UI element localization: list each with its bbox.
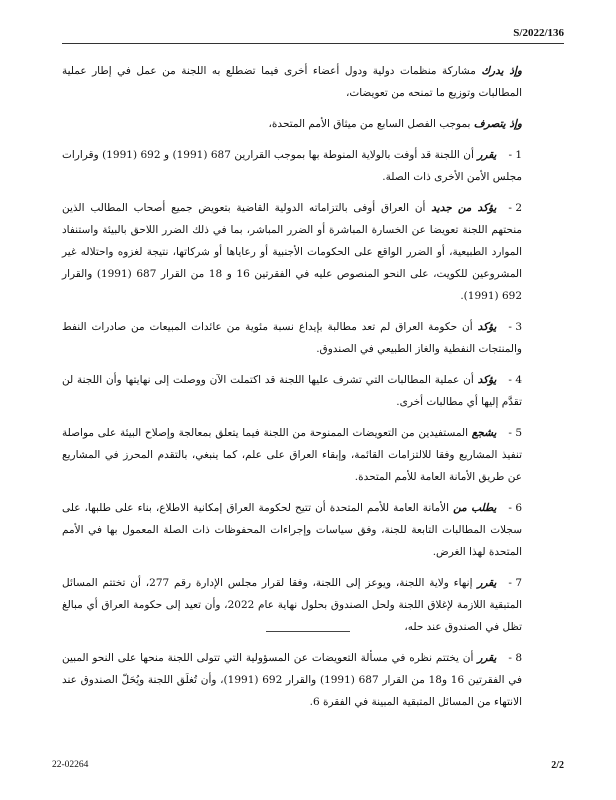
header-rule xyxy=(62,43,564,44)
paragraph-number: 3 - xyxy=(508,321,522,333)
paragraph-text: إنهاء ولاية اللجنة، ويوعز إلى اللجنة، وفقا لقرار مجلس الإدارة رقم 277، أن تختتم المسائل المتبقية اللازمة لإغلاق اللجنة ولحل الصندوق بحلول نهاية عام 2022، وأن تعيد إلى حكومة العراق أي مبالغ تظل في الصندوق عند حله، xyxy=(62,577,522,633)
preamble-paragraph xyxy=(62,60,550,104)
paragraph-text: الأمانة العامة للأمم المتحدة أن تتيح لحكومة العراق إمكانية الاطلاع، بناء على طلبها، على سجلات المطالبات التابعة للجنة، وفق سياسات وإجراءات المحفوظات ذات الصلة المعمول بها في الأمم المتحدة لهذا الغرض. xyxy=(62,502,522,558)
paragraph-number: 6 - xyxy=(508,502,522,514)
operative-verb: يؤكد xyxy=(477,321,497,333)
end-of-document-rule xyxy=(266,631,350,632)
paragraph-number: 4 - xyxy=(508,374,522,386)
paragraph-number: 5 - xyxy=(508,427,522,439)
operative-paragraph-1 xyxy=(62,144,550,188)
paragraph-text: بموجب الفصل السابع من ميثاق الأمم المتحدة، xyxy=(268,118,474,130)
preamble-paragraph xyxy=(62,113,550,135)
paragraph-number: 1 - xyxy=(508,149,523,161)
operative-verb: وإذ يتصرف xyxy=(473,118,522,130)
operative-verb: يقرر xyxy=(477,577,497,589)
operative-paragraph-5 xyxy=(62,422,550,488)
paragraph-text: أن العراق أوفى بالتزاماته الدولية القاضية بتعويض جميع أصحاب المطالب الذين منحتهم اللجنة تعويضا عن الخسارة المباشرة أو الضرر المباشر، بما في ذلك الضرر اللاحق بالبيئة واستنفاد الموارد الطبيعية، أو الضرر الواقع على الحكومات الأجنبية أو رعاياها أو شركاتها، نتيجة لغزوه واحتلاله غير المشروعين للكويت، على النحو المنصوص عليه في الفقرتين 16 و 18 من القرار 687 (1991) والقرار 692 (1991). xyxy=(62,202,523,302)
operative-verb: يقرر xyxy=(477,149,497,161)
page-number: 2/2 xyxy=(551,760,564,771)
operative-verb: وإذ يدرك xyxy=(481,65,522,77)
operative-verb: يؤكد xyxy=(477,374,497,386)
operative-verb: يؤكد من جديد xyxy=(431,202,497,214)
paragraph-text: أن حكومة العراق لم تعد مطالبة بإيداع نسبة مئوية من عائدات المبيعات من صادرات النفط والمنتجات النفطية والغاز الطبيعي في الصندوق. xyxy=(62,321,522,355)
operative-paragraph-2 xyxy=(62,197,550,307)
paragraph-number: 2 - xyxy=(508,202,522,214)
operative-verb: يطلب من xyxy=(453,502,497,514)
operative-paragraph-3 xyxy=(62,316,550,360)
operative-paragraph-6 xyxy=(62,497,550,563)
paragraph-number: 8 - xyxy=(508,652,522,664)
document-number: 22-02264 xyxy=(52,760,89,770)
paragraph-text: أن اللجنة قد أوفت بالولاية المنوطة بها بموجب القرارين 687 (1991) و 692 (1991) وقرارات مجلس الأمن الأخرى ذات الصلة. xyxy=(62,149,522,183)
document-symbol: S/2022/136 xyxy=(513,27,564,39)
operative-verb: يشجع xyxy=(471,427,497,439)
operative-paragraph-7 xyxy=(62,572,550,638)
paragraph-text: المستفيدين من التعويضات الممنوحة من اللجنة فيما يتعلق بمعالجة وإصلاح البيئة على مواصلة تنفيذ المشاريع وفقا للالتزامات القائمة، وإبقاء العراق على علم، كما ينبغي، بالتقدم المحرز في المشاريع عن طريق الأمانة العامة للأمم المتحدة. xyxy=(62,427,522,483)
document-body xyxy=(62,60,550,722)
paragraph-text: أن يختتم نظره في مسألة التعويضات عن المسؤولية التي تتولى اللجنة منحها على النحو المبين في الفقرتين 16 و18 من القرار 687 (1991) والقرار 692 (1991)، وأن تُغلَق اللجنة ويُحَلّ الصندوق عند الانتهاء من المسائل المتبقية المبينة في الفقرة 6. xyxy=(62,652,522,708)
operative-paragraph-4 xyxy=(62,369,550,413)
paragraph-text: مشاركة منظمات دولية ودول أعضاء أخرى فيما تضطلع به اللجنة من عمل في إطار عملية المطالبات وتوزيع ما تمنحه من تعويضات، xyxy=(62,65,522,99)
paragraph-number: 7 - xyxy=(508,577,522,589)
operative-verb: يقرر xyxy=(477,652,497,664)
operative-paragraph-8 xyxy=(62,647,550,713)
paragraph-text: أن عملية المطالبات التي تشرف عليها اللجنة قد اكتملت الآن ووصلت إلى نهايتها وأن اللجنة لن تقدَّم إليها أي مطالبات أخرى. xyxy=(62,374,522,408)
